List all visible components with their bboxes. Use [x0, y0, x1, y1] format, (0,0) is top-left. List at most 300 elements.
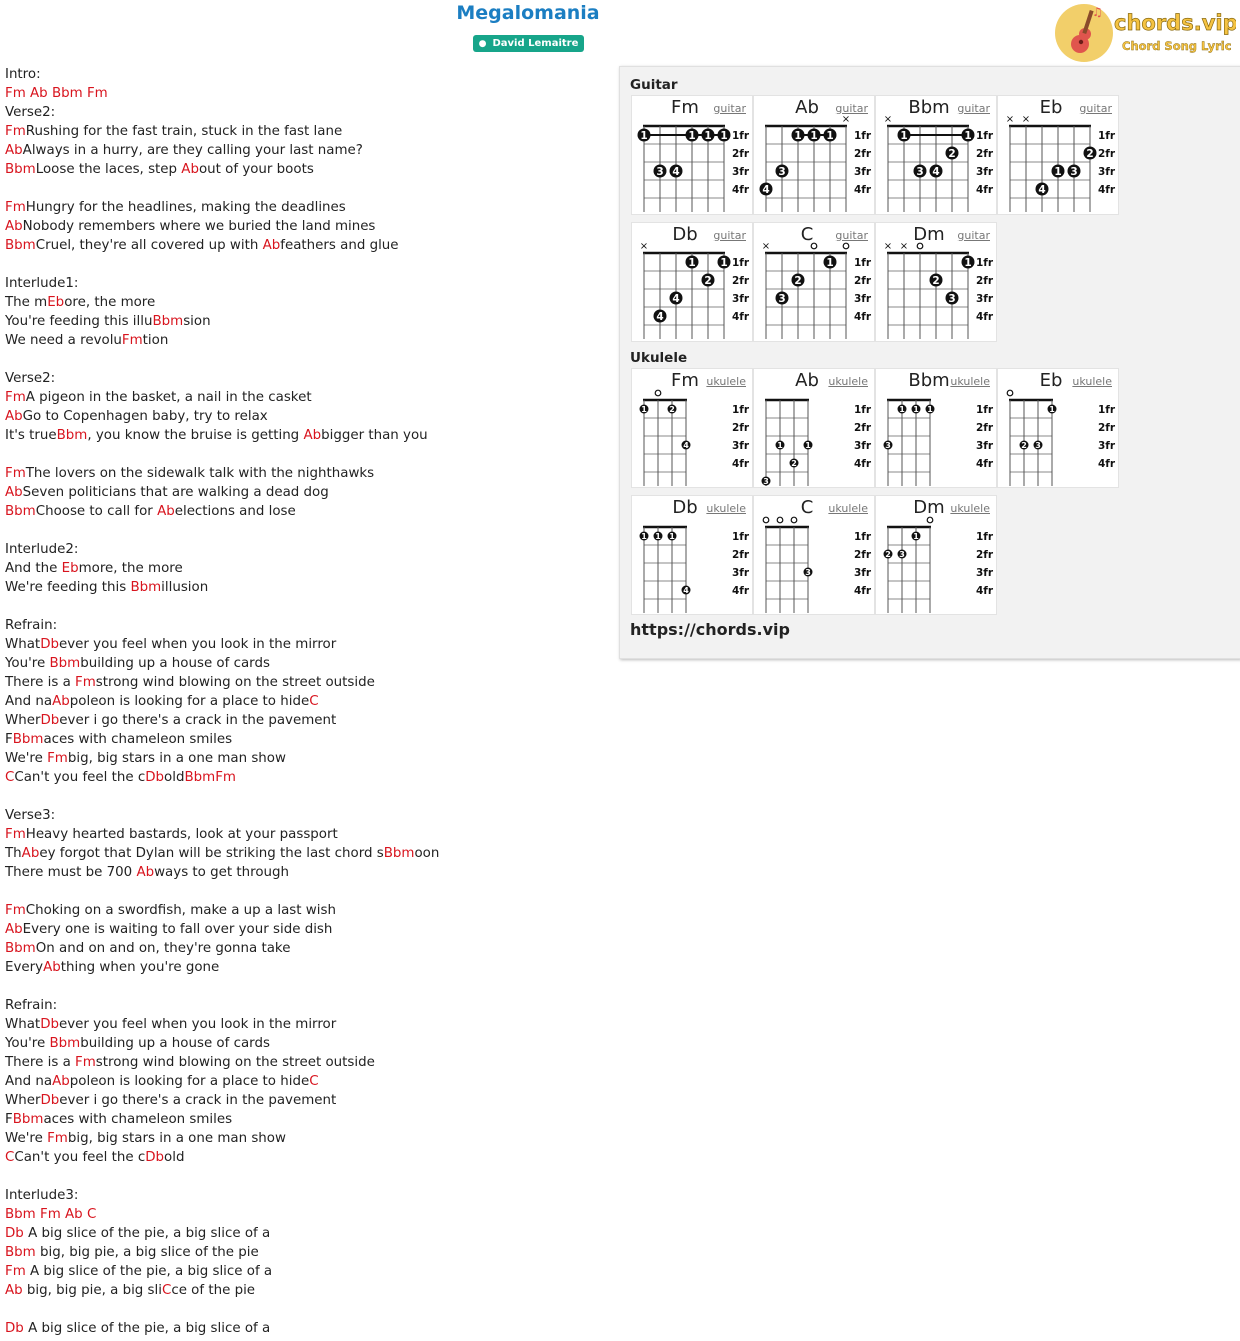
finger-number: 1: [641, 405, 647, 414]
fret-number-label: 2fr: [732, 422, 750, 434]
finger-number: 1: [704, 129, 712, 142]
fret-number-label: 3fr: [732, 567, 750, 579]
finger-number: 4: [683, 586, 689, 595]
chord-card-c[interactable]: [753, 495, 875, 615]
chord-token[interactable]: Bbm: [5, 1245, 36, 1260]
lyric-text: building up a house of cards: [80, 1036, 270, 1051]
chord-token[interactable]: Ab: [5, 1283, 23, 1298]
lyric-text: A pigeon in the basket, a nail in the casket: [25, 390, 312, 405]
chord-token[interactable]: Bbm: [5, 504, 36, 519]
instrument-link[interactable]: guitar: [835, 229, 868, 242]
blank-line: [5, 882, 605, 901]
chord-token[interactable]: Ab: [136, 865, 155, 880]
lyric-text: ever i go there's a crack in the pavement: [59, 1093, 337, 1108]
lyric-text: building up a house of cards: [80, 656, 270, 671]
finger-number: 3: [656, 165, 664, 178]
lyric-text: out of your boots: [198, 162, 314, 177]
chord-token[interactable]: Db: [5, 1226, 24, 1241]
finger-number: 2: [794, 274, 802, 287]
finger-number: 1: [964, 256, 972, 269]
chord-token[interactable]: Db: [40, 713, 60, 728]
lyric-line: [5, 1053, 605, 1072]
lyric-text: ever you feel when you look in the mirror: [59, 1017, 337, 1032]
fret-number-label: 1fr: [732, 257, 750, 269]
lyric-line: [5, 996, 605, 1015]
chord-token[interactable]: Bbm: [5, 1207, 36, 1222]
fret-number-label: 2fr: [976, 422, 994, 434]
lyric-text: F: [5, 1112, 13, 1127]
finger-number: 1: [899, 405, 905, 414]
artist-badge[interactable]: [473, 35, 584, 52]
finger-number: 1: [927, 405, 933, 414]
fret-number-label: 4fr: [732, 458, 750, 470]
lyric-text: And na: [5, 694, 53, 709]
finger-number: 1: [688, 256, 696, 269]
blank-line: [5, 787, 605, 806]
finger-number: 1: [826, 129, 834, 142]
finger-number: 4: [762, 183, 770, 196]
fret-number-label: 2fr: [854, 549, 872, 561]
instrument-link[interactable]: guitar: [957, 229, 990, 242]
instrument-link[interactable]: guitar: [835, 102, 868, 115]
blank-line: [5, 1300, 605, 1319]
lyric-line: [5, 1205, 605, 1224]
lyric-text: ce of the pie: [171, 1283, 256, 1298]
chord-token[interactable]: Fm: [86, 86, 108, 101]
lyric-line: [5, 901, 605, 920]
chord-token[interactable]: C: [161, 1283, 172, 1298]
chord-name: Fm: [671, 97, 699, 118]
chord-card-fm[interactable]: [631, 368, 753, 488]
chord-token[interactable]: Db: [40, 1093, 60, 1108]
fret-number-label: 4fr: [976, 585, 994, 597]
finger-number: 3: [948, 292, 956, 305]
lyric-text: You're feeding this illu: [5, 314, 153, 329]
lyric-line: [5, 331, 605, 350]
finger-number: 3: [763, 477, 769, 486]
lyric-text: Go to Copenhagen baby, try to relax: [22, 409, 268, 424]
fret-number-label: 1fr: [976, 257, 994, 269]
lyric-line: [5, 274, 605, 293]
instrument-link[interactable]: guitar: [1079, 102, 1112, 115]
muted-string-mark: ×: [883, 114, 893, 125]
chord-token[interactable]: Fm: [5, 466, 26, 481]
instrument-link[interactable]: guitar: [713, 229, 746, 242]
chord-token[interactable]: Fm: [5, 86, 26, 101]
lyric-text: Nobody remembers where we buried the land mines: [22, 219, 376, 234]
chord-token[interactable]: Ab: [157, 504, 175, 519]
finger-number: 4: [656, 310, 664, 323]
fret-number-label: 1fr: [732, 531, 750, 543]
lyric-line: [5, 844, 605, 863]
chord-token[interactable]: Db: [40, 637, 59, 652]
lyric-text: ever you feel when you look in the mirror: [59, 637, 337, 652]
lyric-text: What: [5, 637, 41, 652]
fret-number-label: 1fr: [854, 130, 872, 142]
chord-token[interactable]: Fm: [75, 675, 96, 690]
fret-number-label: 4fr: [854, 311, 872, 323]
muted-string-mark: ×: [883, 241, 893, 252]
chord-token[interactable]: Fm: [5, 390, 26, 405]
lyric-line: [5, 616, 605, 635]
chord-token[interactable]: C: [5, 770, 15, 785]
instrument-link[interactable]: ukulele: [706, 502, 746, 515]
lyric-text: thing when you're gone: [60, 960, 220, 975]
fret-number-label: 4fr: [854, 585, 872, 597]
lyric-text: There is a: [5, 675, 76, 690]
chord-token[interactable]: Ab: [52, 1074, 70, 1089]
chord-token[interactable]: Eb: [47, 295, 65, 310]
fret-number-label: 3fr: [1098, 166, 1116, 178]
chord-token[interactable]: Bbm: [12, 732, 44, 747]
lyric-text: elections and lose: [174, 504, 296, 519]
chord-card-ab[interactable]: [753, 368, 875, 488]
finger-number: 2: [1021, 441, 1027, 450]
lyric-text: We're feeding this: [5, 580, 131, 595]
chord-token[interactable]: Ab: [5, 143, 23, 158]
lyric-text: Cruel, they're all covered up with: [35, 238, 263, 253]
ukulele-section-label: Ukulele: [630, 350, 688, 366]
lyric-line: [5, 578, 605, 597]
finger-number: 3: [899, 550, 905, 559]
chord-token[interactable]: Bbm: [56, 428, 88, 443]
lyric-line: [5, 464, 605, 483]
lyric-text: And the: [5, 561, 62, 576]
instrument-link[interactable]: ukulele: [706, 375, 746, 388]
lyric-text: Every: [5, 960, 44, 975]
finger-number: 1: [794, 129, 802, 142]
chord-token[interactable]: Ab: [5, 219, 23, 234]
fret-number-label: 2fr: [976, 549, 994, 561]
lyric-line: [5, 540, 605, 559]
chord-token[interactable]: Fm: [5, 200, 26, 215]
lyric-line: [5, 1224, 605, 1243]
lyric-line: [5, 939, 605, 958]
chord-token[interactable]: Bbm: [152, 314, 184, 329]
lyric-line: [5, 312, 605, 331]
chord-name: Db: [672, 224, 698, 245]
lyric-text: Rushing for the fast train, stuck in the fast lane: [25, 124, 343, 139]
lyric-text: Choking on a swordfish, make a up a last wish: [25, 903, 336, 918]
lyric-text: Loose the laces, step: [35, 162, 182, 177]
lyric-text: ey forgot that Dylan will be striking the last chord s: [39, 846, 384, 861]
chord-token[interactable]: Db: [5, 1321, 24, 1336]
fret-number-label: 1fr: [976, 404, 994, 416]
chord-token[interactable]: Ab: [5, 485, 23, 500]
lyric-text: You're: [5, 1036, 50, 1051]
finger-number: 3: [916, 165, 924, 178]
finger-number: 2: [948, 147, 956, 160]
fret-number-label: 3fr: [976, 293, 994, 305]
chord-token[interactable]: Bbm: [51, 86, 83, 101]
person-icon: ●: [478, 38, 487, 49]
instrument-link[interactable]: ukulele: [950, 502, 990, 515]
lyric-line: [5, 141, 605, 160]
lyric-line: [5, 502, 605, 521]
chord-token[interactable]: C: [86, 1207, 97, 1222]
fret-number-label: 4fr: [976, 184, 994, 196]
chord-token[interactable]: Bbm: [5, 941, 36, 956]
site-logo[interactable]: [1054, 2, 1236, 64]
lyric-line: [5, 84, 605, 103]
lyric-line: [5, 483, 605, 502]
finger-number: 1: [913, 532, 919, 541]
lyric-line: [5, 1129, 605, 1148]
chord-token[interactable]: Fm: [5, 903, 26, 918]
lyric-text: We're: [5, 1131, 48, 1146]
lyric-text: Verse3:: [5, 808, 56, 823]
chord-token[interactable]: Ab: [181, 162, 199, 177]
lyric-text: What: [5, 1017, 41, 1032]
fret-number-label: 3fr: [976, 567, 994, 579]
fret-number-label: 3fr: [732, 166, 750, 178]
chord-token[interactable]: Fm: [5, 827, 26, 842]
chord-name: Db: [672, 497, 698, 518]
lyric-line: [5, 825, 605, 844]
chord-token[interactable]: Fm: [5, 1264, 26, 1279]
chord-token[interactable]: C: [5, 1150, 15, 1165]
blank-line: [5, 179, 605, 198]
lyric-text: Interlude2:: [5, 542, 79, 557]
instrument-link[interactable]: ukulele: [950, 375, 990, 388]
chord-card-fm[interactable]: [631, 95, 753, 215]
chord-card-dm[interactable]: [875, 495, 997, 615]
lyric-text: The lovers on the sidewalk talk with the nighthawks: [25, 466, 375, 481]
logo-main-text: chords.vip: [1114, 11, 1236, 35]
lyric-text: A big slice of the pie, a big slice of a: [23, 1226, 271, 1241]
finger-number: 2: [885, 550, 891, 559]
lyric-text: , you know the bruise is getting: [87, 428, 304, 443]
fret-number-label: 2fr: [732, 275, 750, 287]
fret-number-label: 3fr: [976, 166, 994, 178]
chord-token[interactable]: Ab: [30, 86, 48, 101]
instrument-link[interactable]: guitar: [957, 102, 990, 115]
finger-number: 1: [964, 129, 972, 142]
blank-line: [5, 255, 605, 274]
chord-card-dm[interactable]: [875, 222, 997, 342]
chord-token[interactable]: Bbm: [49, 1036, 81, 1051]
chord-token[interactable]: Fm: [40, 1207, 61, 1222]
chord-card-eb[interactable]: [997, 368, 1119, 488]
chord-diagram-panel: [619, 66, 1240, 659]
chord-card-c[interactable]: [753, 222, 875, 342]
lyric-line: [5, 711, 605, 730]
fret-number-label: 3fr: [732, 293, 750, 305]
lyric-text: Wher: [5, 713, 41, 728]
finger-number: 1: [669, 532, 675, 541]
lyric-text: big, big stars in a one man show: [67, 751, 286, 766]
finger-number: 3: [778, 165, 786, 178]
fret-number-label: 2fr: [1098, 148, 1116, 160]
chord-name: Fm: [671, 370, 699, 391]
lyric-text: F: [5, 732, 13, 747]
fret-number-label: 3fr: [976, 440, 994, 452]
lyric-text: oon: [414, 846, 440, 861]
chord-token[interactable]: Ab: [52, 694, 70, 709]
chord-token[interactable]: Ab: [303, 428, 322, 443]
finger-number: 2: [1086, 147, 1094, 160]
fret-number-label: 4fr: [854, 184, 872, 196]
chord-token[interactable]: Fm: [215, 770, 236, 785]
lyric-line: [5, 654, 605, 673]
guitar-section-label: Guitar: [630, 77, 678, 93]
chord-card-bbm[interactable]: [875, 95, 997, 215]
blank-line: [5, 1167, 605, 1186]
chord-token[interactable]: Fm: [75, 1055, 96, 1070]
chord-token[interactable]: Ab: [43, 960, 61, 975]
lyric-line: [5, 198, 605, 217]
lyric-line: [5, 806, 605, 825]
chord-token[interactable]: Bbm: [184, 770, 216, 785]
lyric-line: [5, 65, 605, 84]
site-url-link[interactable]: https://chords.vip: [630, 620, 790, 639]
finger-number: 3: [778, 292, 786, 305]
lyric-line: [5, 122, 605, 141]
lyric-text: Hungry for the headlines, making the deadlines: [25, 200, 346, 215]
finger-number: 2: [791, 459, 797, 468]
chord-token[interactable]: Ab: [262, 238, 281, 253]
lyric-line: [5, 1034, 605, 1053]
chord-token[interactable]: C: [309, 694, 319, 709]
finger-number: 1: [641, 532, 647, 541]
lyric-line: [5, 749, 605, 768]
lyric-text: tion: [142, 333, 169, 348]
lyric-text: Heavy hearted bastards, look at your passport: [25, 827, 338, 842]
finger-number: 1: [1049, 405, 1055, 414]
chord-token[interactable]: Bbm: [130, 580, 162, 595]
finger-number: 1: [805, 441, 811, 450]
fret-number-label: 1fr: [854, 257, 872, 269]
lyric-text: Th: [5, 846, 22, 861]
chord-card-ab[interactable]: [753, 95, 875, 215]
chord-token[interactable]: Bbm: [12, 1112, 44, 1127]
chord-name: Eb: [1039, 370, 1063, 391]
lyric-line: [5, 236, 605, 255]
fret-number-label: 4fr: [732, 311, 750, 323]
muted-string-mark: ×: [1021, 114, 1031, 125]
lyric-text: big, big stars in a one man show: [67, 1131, 286, 1146]
blank-line: [5, 597, 605, 616]
muted-string-mark: ×: [1005, 114, 1015, 125]
instrument-link[interactable]: guitar: [713, 102, 746, 115]
finger-number: 3: [1070, 165, 1078, 178]
chord-token[interactable]: Fm: [47, 751, 68, 766]
muted-string-mark: ×: [841, 114, 851, 125]
chord-token[interactable]: Db: [40, 1017, 59, 1032]
chord-token[interactable]: Ab: [5, 922, 23, 937]
fret-number-label: 1fr: [732, 404, 750, 416]
logo-sub-text: Chord Song Lyric: [1122, 39, 1232, 53]
fret-number-label: 3fr: [854, 293, 872, 305]
instrument-link[interactable]: ukulele: [828, 375, 868, 388]
fret-number-label: 4fr: [976, 311, 994, 323]
chord-token[interactable]: Db: [145, 1150, 165, 1165]
finger-number: 1: [720, 129, 728, 142]
lyric-text: There is a: [5, 1055, 76, 1070]
lyric-line: [5, 1281, 605, 1300]
lyric-text: Intro:: [5, 67, 41, 82]
lyric-line: [5, 426, 605, 445]
chord-token[interactable]: Ab: [21, 846, 40, 861]
finger-number: 3: [1035, 441, 1041, 450]
instrument-link[interactable]: ukulele: [1072, 375, 1112, 388]
finger-number: 4: [672, 165, 680, 178]
fret-number-label: 3fr: [854, 440, 872, 452]
chord-token[interactable]: Fm: [121, 333, 143, 348]
chord-token[interactable]: Eb: [61, 561, 79, 576]
chord-name: Dm: [913, 497, 945, 518]
finger-number: 1: [1054, 165, 1062, 178]
lyric-text: Verse2:: [5, 105, 56, 120]
chord-token[interactable]: Bbm: [5, 238, 36, 253]
lyric-line: [5, 1319, 605, 1338]
lyric-line: [5, 958, 605, 977]
chord-token[interactable]: Bbm: [5, 162, 36, 177]
chord-token[interactable]: Ab: [65, 1207, 83, 1222]
lyric-text: aces with chameleon smiles: [43, 732, 233, 747]
open-string-mark: [655, 390, 661, 396]
song-title: Megalomania: [456, 2, 600, 24]
instrument-link[interactable]: ukulele: [828, 502, 868, 515]
lyric-text: ore, the more: [64, 295, 156, 310]
lyric-line: [5, 407, 605, 426]
lyric-text: feathers and glue: [280, 238, 399, 253]
lyrics-body: [5, 65, 605, 1338]
chord-card-db[interactable]: [631, 222, 753, 342]
fret-number-label: 3fr: [1098, 440, 1116, 452]
chord-token[interactable]: Ab: [5, 409, 23, 424]
lyric-line: [5, 863, 605, 882]
open-string-mark: [927, 517, 933, 523]
lyric-text: illusion: [161, 580, 209, 595]
fret-number-label: 1fr: [854, 531, 872, 543]
fret-number-label: 1fr: [854, 404, 872, 416]
chord-card-db[interactable]: [631, 495, 753, 615]
lyric-text: old: [164, 1150, 185, 1165]
fret-number-label: 4fr: [732, 184, 750, 196]
chord-token[interactable]: Fm: [47, 1131, 68, 1146]
finger-number: 1: [640, 129, 648, 142]
lyric-text: aces with chameleon smiles: [43, 1112, 233, 1127]
fret-number-label: 1fr: [1098, 130, 1116, 142]
chord-card-eb[interactable]: [997, 95, 1119, 215]
lyric-text: It's true: [5, 428, 57, 443]
lyric-text: Can't you feel the c: [14, 1150, 146, 1165]
fret-number-label: 2fr: [732, 549, 750, 561]
open-string-mark: [777, 517, 783, 523]
chord-token[interactable]: Bbm: [49, 656, 81, 671]
chord-token[interactable]: Bbm: [383, 846, 415, 861]
chord-card-bbm[interactable]: [875, 368, 997, 488]
fret-number-label: 2fr: [976, 275, 994, 287]
finger-number: 1: [720, 256, 728, 269]
chord-token[interactable]: Db: [145, 770, 165, 785]
chord-token[interactable]: C: [309, 1074, 319, 1089]
lyric-text: Interlude3:: [5, 1188, 79, 1203]
lyric-line: [5, 1091, 605, 1110]
lyric-text: And na: [5, 1074, 53, 1089]
lyric-line: [5, 730, 605, 749]
lyric-text: There must be 700: [5, 865, 137, 880]
chord-name: C: [800, 224, 814, 245]
chord-token[interactable]: Fm: [5, 124, 26, 139]
fret-number-label: 2fr: [732, 148, 750, 160]
lyric-text: A big slice of the pie, a big slice of a: [25, 1264, 273, 1279]
blank-line: [5, 445, 605, 464]
finger-number: 4: [932, 165, 940, 178]
lyric-line: [5, 1072, 605, 1091]
finger-number: 2: [669, 405, 675, 414]
